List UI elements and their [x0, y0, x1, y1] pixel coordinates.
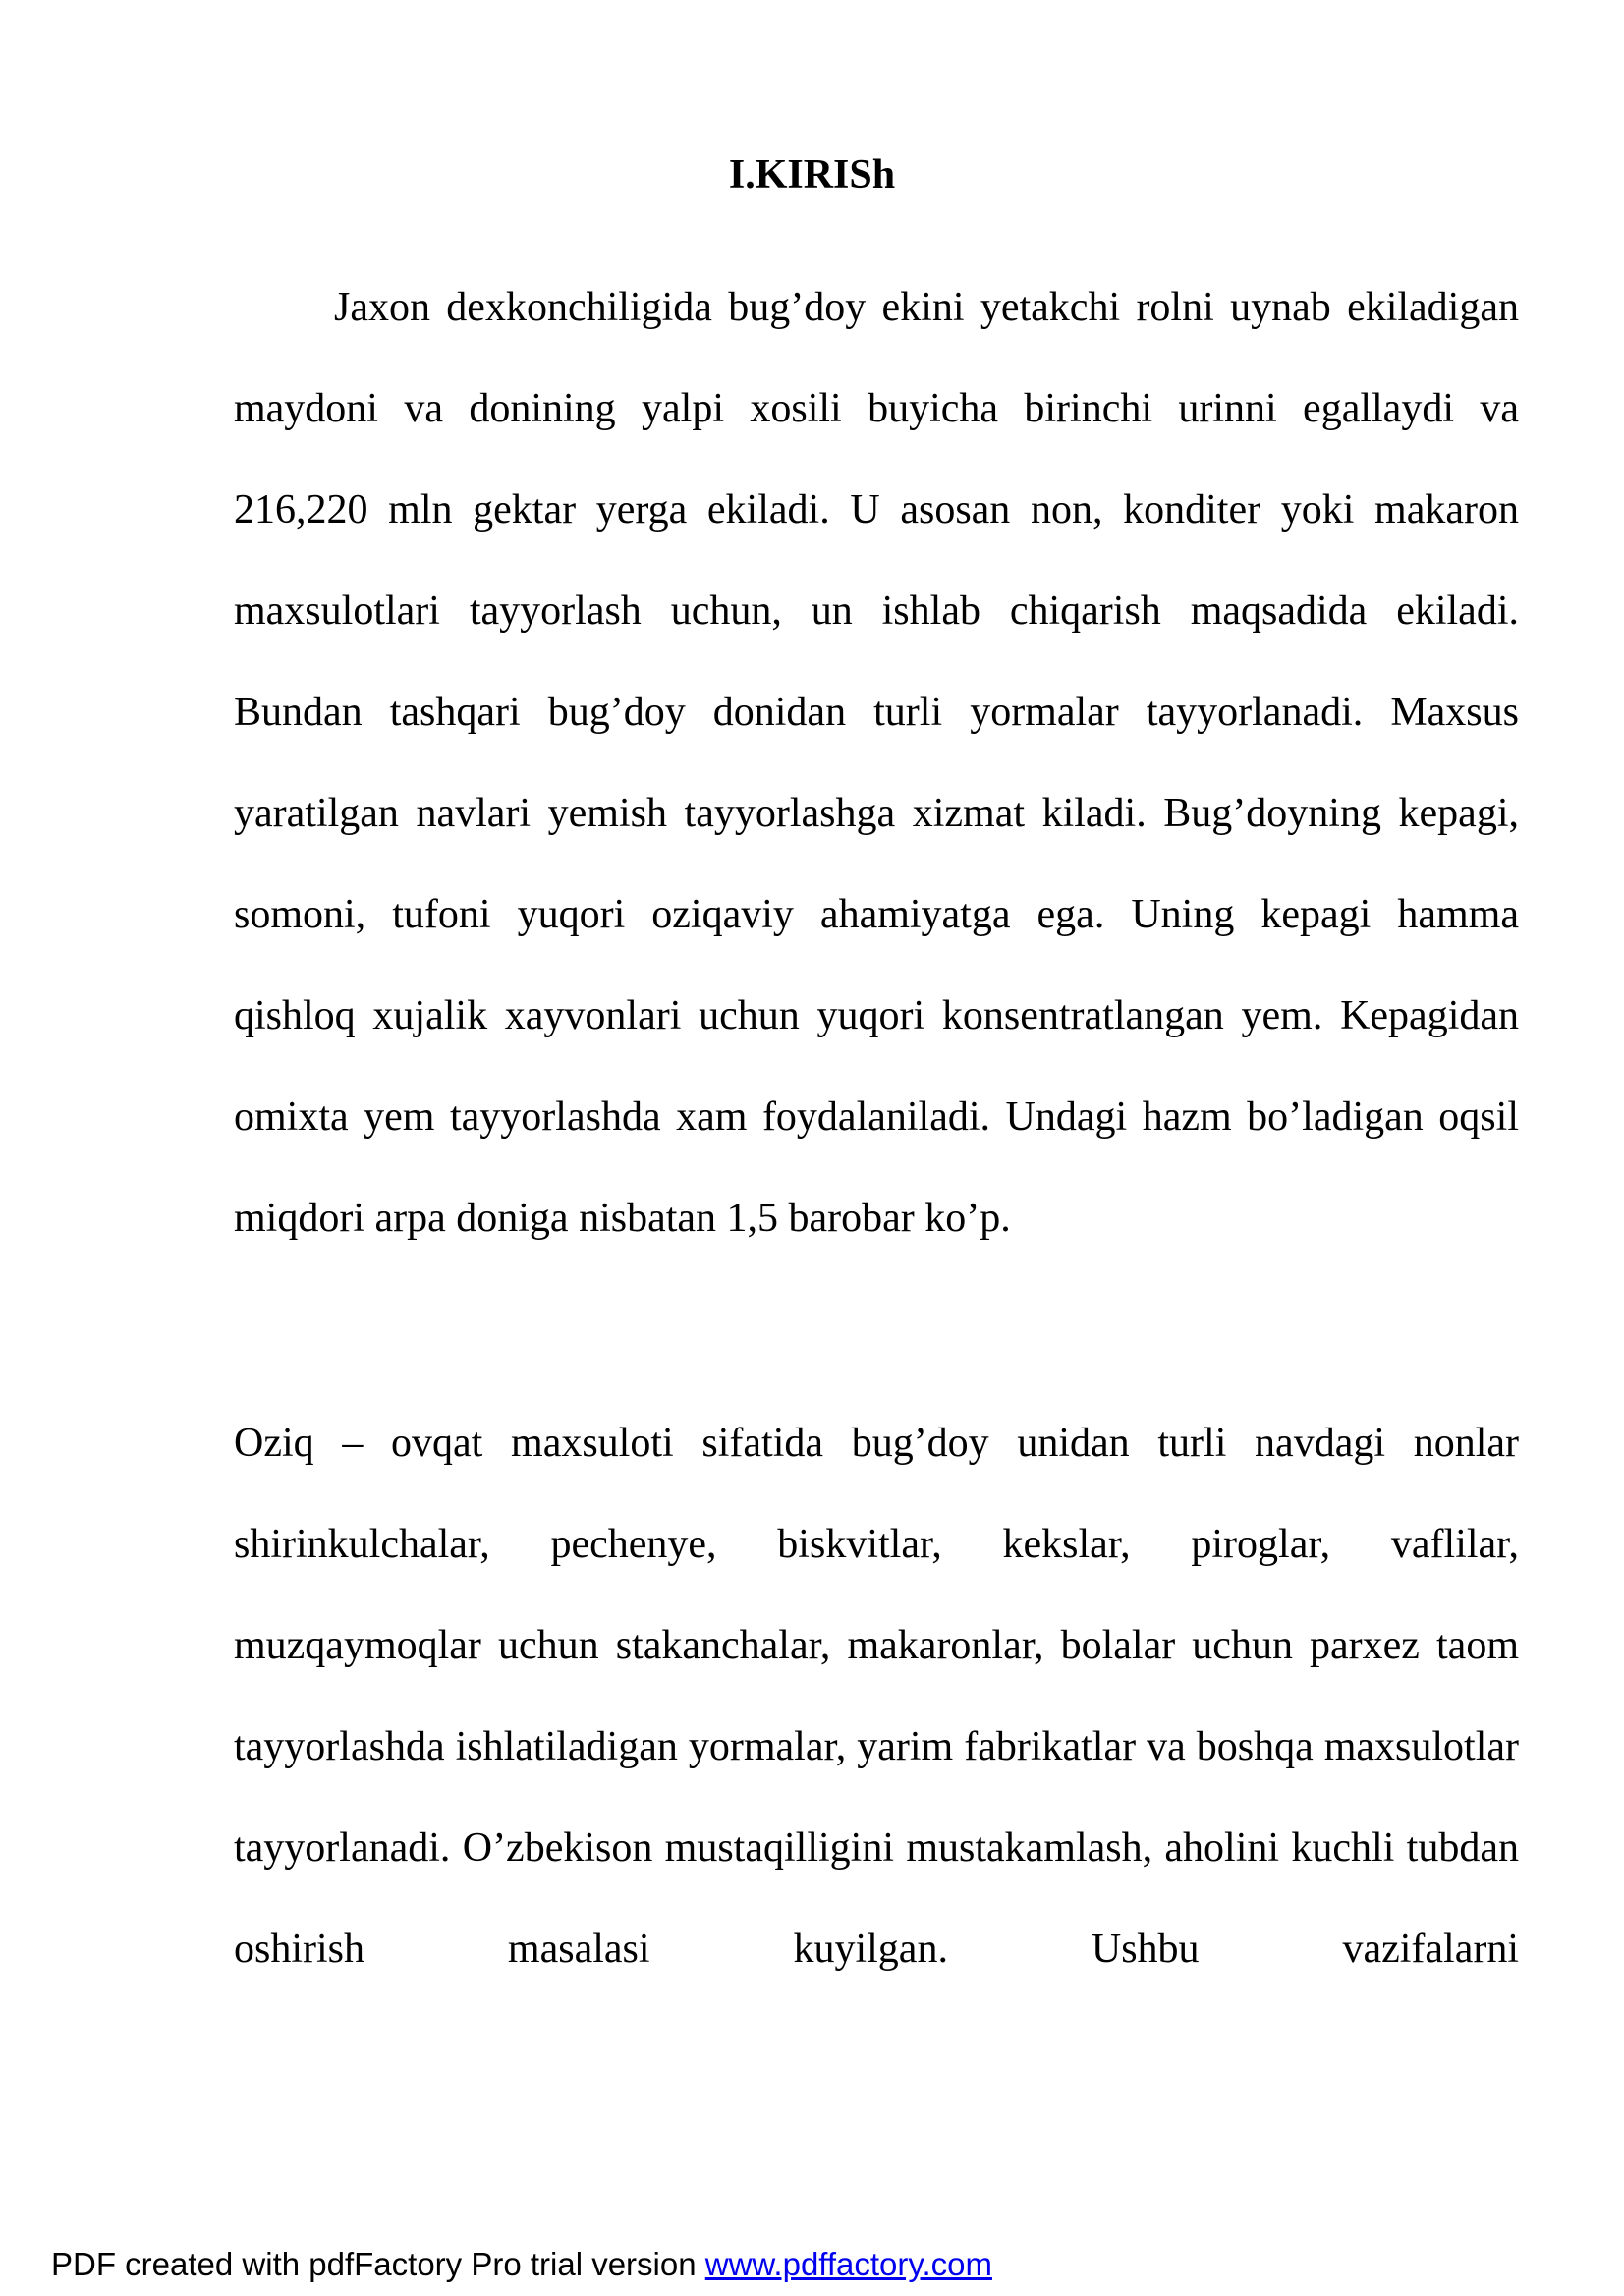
paragraph-2: Oziq – ovqat maxsuloti sifatida bug’doy unidan turli navdagi nonlar shirinkulchalar, pechenye, biskvitlar, kekslar, piroglar, vaflilar, muzqaymoqlar uchun stakanchalar, makaronlar, bolalar uchun parxez taom tayyorlashda ishlatiladigan yormalar, yarim fabrikatlar va boshqa maxsulotlar tayyorlanadi. O’zbekison mustaqilligini mustakamlash, aholini kuchli tubdan oshirish masalasi kuyilgan. Ushbu vazifalarni	[234, 1421, 1519, 1972]
footer-link[interactable]: www.pdffactory.com	[704, 2246, 992, 2282]
paragraph-1: Jaxon dexkonchiligida bug’doy ekini yetakchi rolni uynab ekiladigan maydoni va donining yalpi xosili buyicha birinchi urinni egallaydi va 216,220 mln gektar yerga ekiladi. U asosan non, konditer yoki makaron maxsulotlari tayyorlash uchun, un ishlab chiqarish maqsadida ekiladi. Bundan tashqari bug’doy donidan turli yormalar tayyorlanadi. Maxsus yaratilgan navlari yemish tayyorlashga xizmat kiladi. Bug’doyning kepagi, somoni, tufoni yuqori oziqaviy ahamiyatga ega. Uning kepagi hamma qishloq xujalik xayvonlari uchun yuqori konsentratlangan yem. Kepagidan omixta yem tayyorlashda xam foydalaniladi. Undagi hazm bo’ladigan oqsil miqdori arpa doniga nisbatan 1,5 barobar ko’p.	[234, 285, 1519, 1241]
pdf-footer	[51, 2245, 992, 2284]
page-title: I.KIRISh	[728, 152, 896, 197]
footer-text: PDF created with pdfFactory Pro trial version	[51, 2246, 705, 2282]
